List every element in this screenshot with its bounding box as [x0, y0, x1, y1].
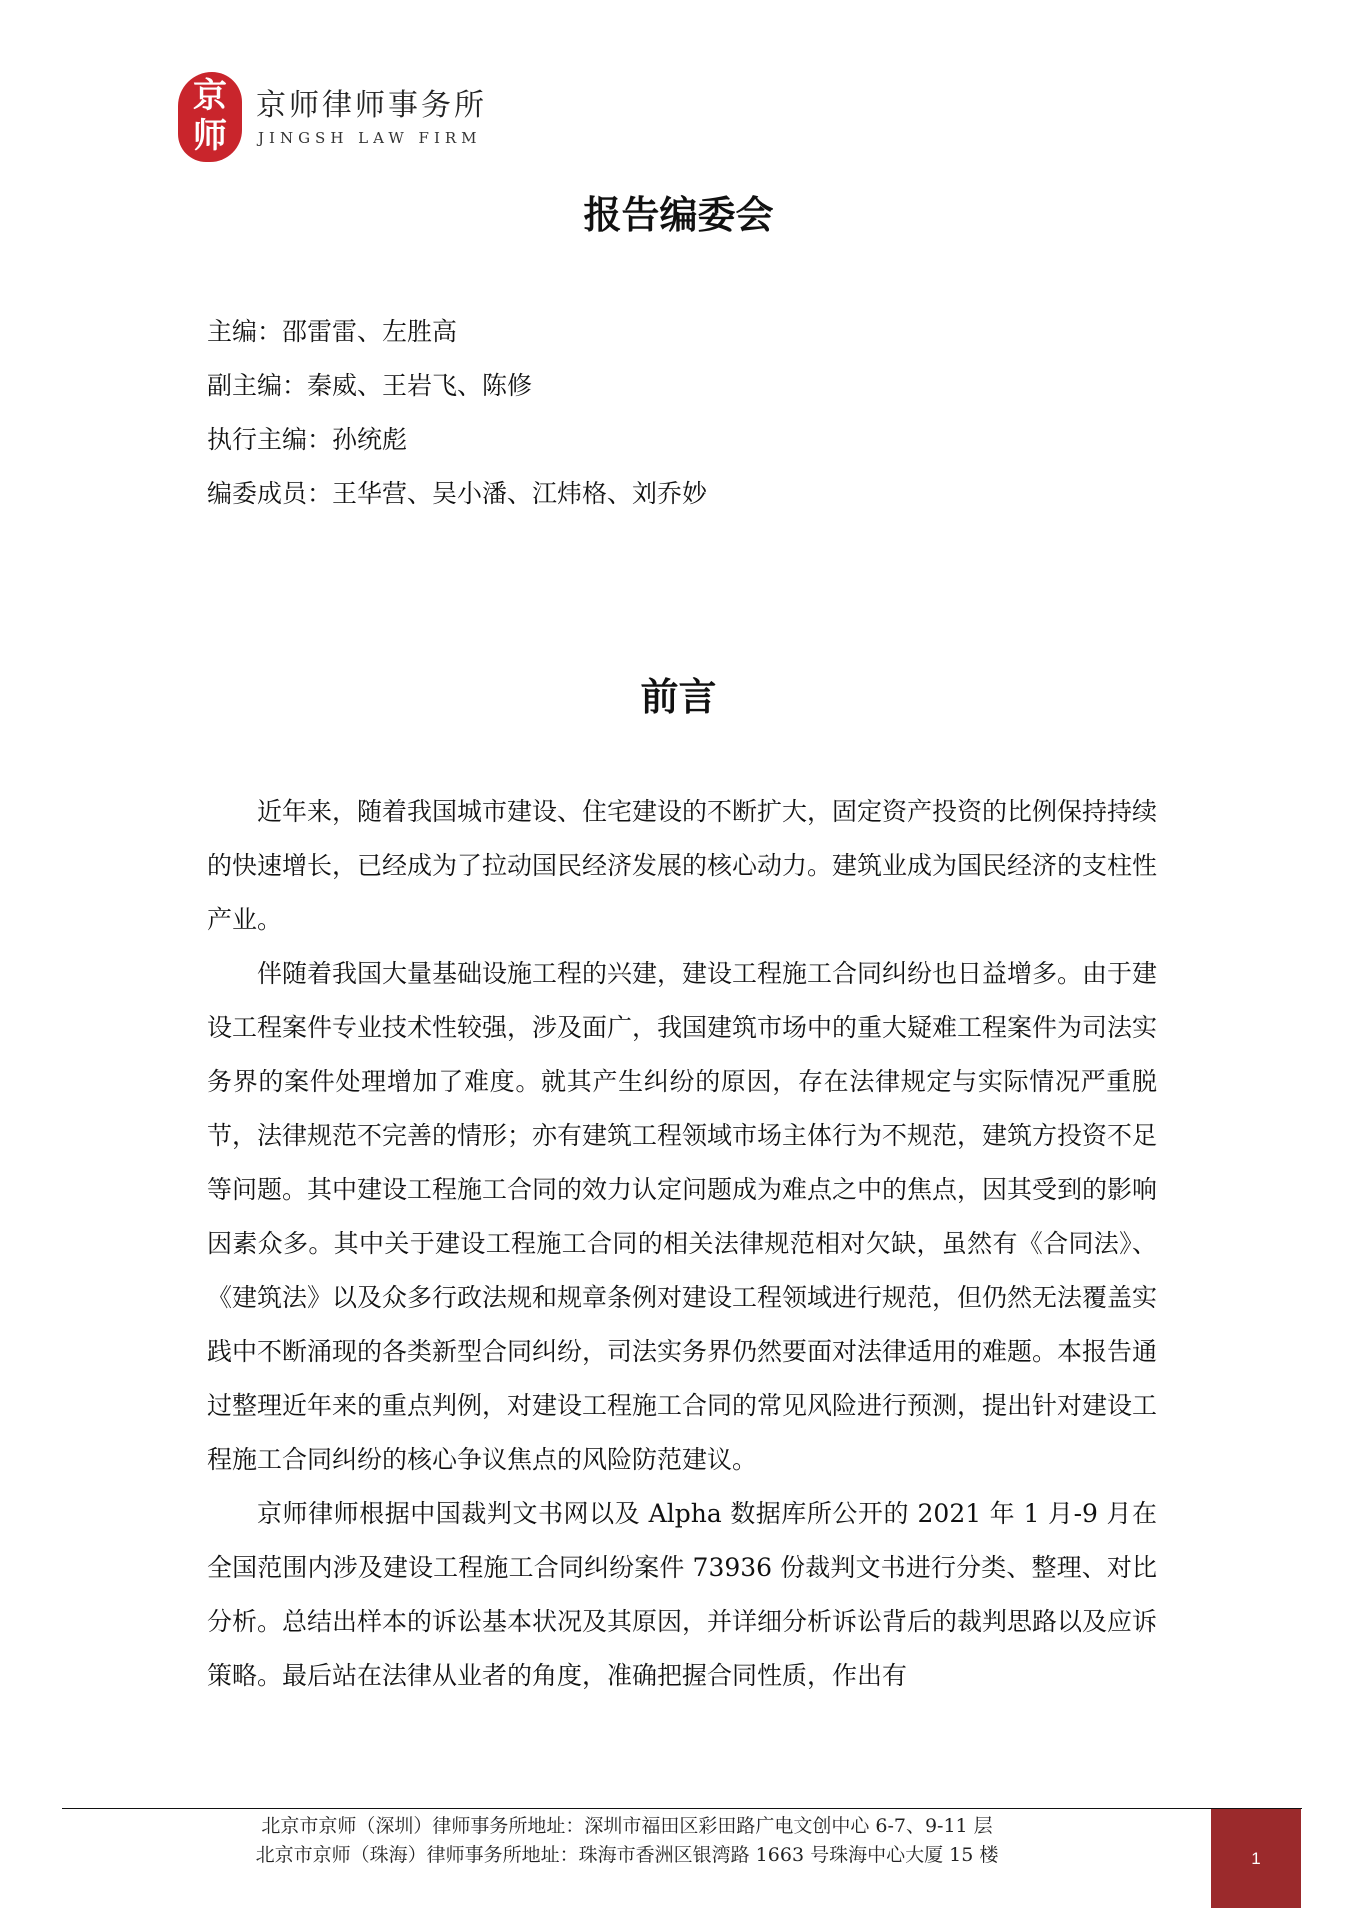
footer-address-shenzhen: 北京市京师（深圳）律师事务所地址：深圳市福田区彩田路广电文创中心 6-7、9-11 层	[261, 1815, 993, 1837]
firm-seal-logo	[178, 72, 242, 162]
deputy-editor-line: 副主编：秦威、王岩飞、陈修	[207, 371, 533, 400]
letterhead	[178, 72, 538, 164]
preface-title: 前言	[640, 674, 717, 719]
preface-paragraph-1: 近年来，随着我国城市建设、住宅建设的不断扩大，固定资产投资的比例保持持续的快速增长，已经成为了拉动国民经济发展的核心动力。建筑业成为国民经济的支柱性产业。	[207, 797, 1158, 934]
editorial-board-title: 报告编委会	[583, 192, 774, 237]
preface-paragraph-2: 伴随着我国大量基础设施工程的兴建，建设工程施工合同纠纷也日益增多。由于建设工程案件专业技术性较强，涉及面广，我国建筑市场中的重大疑难工程案件为司法实务界的案件处理增加了难度。就其产生纠纷的原因，存在法律规定与实际情况严重脱节，法律规范不完善的情形；亦有建筑工程领域市场主体行为不规范，建筑方投资不足等问题。其中建设工程施工合同的效力认定问题成为难点之中的焦点，因其受到的影响因素众多。其中关于建设工程施工合同的相关法律规范相对欠缺，虽然有《合同法》、《建筑法》以及众多行政法规和规章条例对建设工程领域进行规范，但仍然无法覆盖实践中不断涌现的各类新型合同纠纷，司法实务界仍然要面对法律适用的难题。本报告通过整理近年来的重点判例，对建设工程施工合同的常见风险进行预测，提出针对建设工程施工合同纠纷的核心争议焦点的风险防范建议。	[207, 959, 1158, 1474]
page-number: 1	[1211, 1809, 1301, 1908]
footer-address-zhuhai: 北京市京师（珠海）律师事务所地址：珠海市香洲区银湾路 1663 号珠海中心大厦 15 楼	[255, 1844, 999, 1866]
preface-body	[207, 785, 1157, 1703]
executive-editor-line: 执行主编：孙统彪	[207, 425, 408, 454]
firm-name-cn: 京师律师事务所	[256, 88, 487, 123]
footer-divider	[62, 1808, 1302, 1809]
seal-char-bottom: 师	[193, 116, 227, 156]
firm-name-en: JINGSH LAW FIRM	[258, 129, 482, 147]
editorial-board-list	[207, 305, 1187, 521]
footer-addresses	[62, 1812, 1192, 1870]
preface-paragraph-3: 京师律师根据中国裁判文书网以及 Alpha 数据库所公开的 2021 年 1 月-9 月在全国范围内涉及建设工程施工合同纠纷案件 73936 份裁判文书进行分类、整理、对比分析。总结出样本的诉讼基本状况及其原因，并详细分析诉讼背后的裁判思路以及应诉策略。最后站在法律从业者的角度，准确把握合同性质，作出有	[207, 1499, 1158, 1690]
seal-char-top: 京	[193, 76, 227, 116]
editor-in-chief-line: 主编：邵雷雷、左胜高	[207, 317, 458, 346]
board-members-line: 编委成员：王华营、吴小潘、江炜格、刘乔妙	[207, 479, 708, 508]
